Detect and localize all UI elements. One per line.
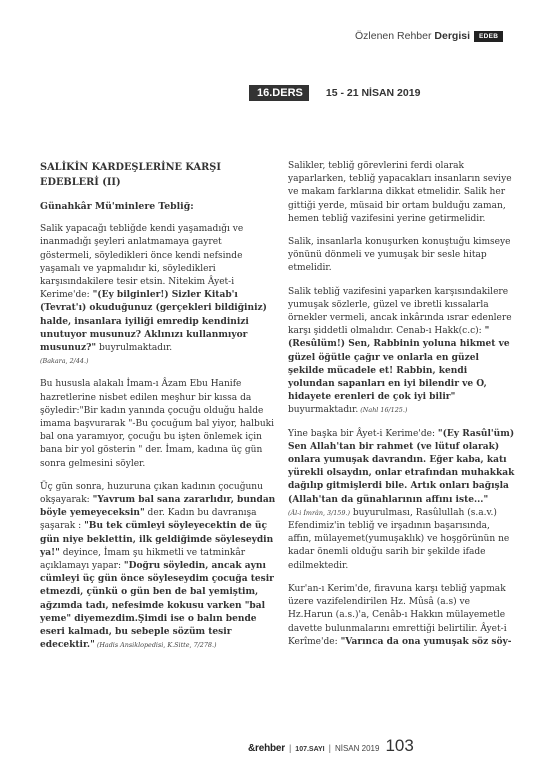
magazine-logo: &rehber bbox=[248, 743, 285, 754]
lesson-banner bbox=[249, 85, 420, 101]
divider: | bbox=[328, 743, 331, 753]
citation: (Nahl 16/125.) bbox=[358, 406, 408, 415]
page-number: 103 bbox=[385, 736, 414, 755]
lesson-number: 16.DERS bbox=[249, 85, 309, 101]
journal-header bbox=[355, 30, 503, 42]
citation: (Bakara, 2/44.) bbox=[40, 357, 89, 366]
paragraph: Salik, insanlarla konuşurken konuştuğu kimseye yönünü dönmeli ve yumuşak bir sesle hitap etmelidir. bbox=[288, 237, 511, 274]
paragraph: Salikler, tebliğ görevlerini ferdi olarak yaparlarken, tebliğ yapacakları insanların seviye ve makam farklarına dikkat etmelidir. Salik her gittiği yerde, müsaid bir ortam bulduğu zaman, hemen tebliğ vazifesini yerine getirmelidir. bbox=[288, 161, 512, 224]
article-title: SALİKİN KARDEŞLERİNE KARŞI EDEBLERİ (II) bbox=[40, 162, 221, 188]
page-footer bbox=[248, 736, 414, 756]
right-column bbox=[288, 160, 516, 659]
paragraph: Salik yapacağı tebliğde kendi yaşamadığı ve inanmadığı şeyleri anlatmamaya gayret göstermeli, söyledikleri önce kendi nefsinde yaşamalı ve yapmalıdır ki, söyledikleri karşısındakilere tesir etsin. Nitekim Âyet-i Kerime'de: "(Ey bilginler!) Sizler Kitab'ı (Tevrat'ı) okuduğunuz (gerçekleri bildiğiniz) halde, insanlara iyiliği emredip kendinizi unutuyor musunuz? Aklınızı kullanmıyor musunuz?" buyrulmaktadır. (Bakara, 2/44.) bbox=[40, 224, 267, 366]
paragraph: Salik tebliğ vazifesini yaparken karşısındakilere yumuşak sözlerle, güzel ve ibretli kıssalarla örnekler vermeli, ancak inkârında ısrar edenlere karşı şiddetli olmalıdır. Cenab-ı Hakk(c.c): "(Resûlüm!) Sen, Rabbinin yoluna hikmet ve güzel öğütle çağır ve onlarla en güzel şekilde mücadele et! Rabbin, kendi yolundan sapanları en iyi bilendir ve O, hidayete erenleri de çok iyi bilir" buyurmaktadır. (Nahl 16/125.) bbox=[288, 286, 512, 416]
paragraph: Yine başka bir Âyet-i Kerime'de: "(Ey Rasûl'üm) Sen Allah'tan bir rahmet (ve lütuf olarak) onlara yumuşak davrandın. Eğer kaba, katı yürekli olsaydın, onlar etrafından muhakkak dağılıp gitmişlerdi bile. Artık onları bağışla (Allah'tan da günahlarının affını iste..." (Âl-i İmrân, 3/159.) buyurulması, Rasûlullah (s.a.v.) Efendimiz'in tebliğ ve irşadının başarısında, affın, mülayemet(yumuşaklık) ve hoşgörünün ne kadar önemli olduğu sarih bir şekilde ifade edilmektedir. bbox=[288, 428, 515, 571]
issue-month: NİSAN 2019 bbox=[334, 744, 380, 753]
lesson-date: 15 - 21 NİSAN 2019 bbox=[325, 87, 421, 99]
section-tag: EDEB bbox=[474, 31, 503, 42]
left-column bbox=[40, 160, 276, 663]
journal-brand: Özlenen Rehber Dergisi bbox=[355, 30, 470, 42]
divider: | bbox=[288, 743, 292, 753]
issue-number: 107.SAYI bbox=[295, 746, 325, 753]
paragraph: Bu hususla alakalı İmam-ı Âzam Ebu Hanife hazretlerine nisbet edilen meşhur bir kıssa da şöyledir:"Bir kadın yanında çocuğu olduğu halde imama başvurarak "-Bu çocuğum bal yiyor, halbuki bal ona yaramıyor, çocuğu bu işten önlemek için bana bir yol gösterin " der. İmam, kadına üç gün sonra gelmesini söyler. bbox=[40, 379, 275, 469]
section-subtitle: Günahkâr Mü'minlere Tebliğ: bbox=[40, 201, 194, 212]
citation: (Hadis Ansiklopedisi, K.Sitte, 7/278.) bbox=[94, 641, 217, 650]
citation: (Âl-i İmrân, 3/159.) bbox=[288, 508, 350, 517]
paragraph: Kur'an-ı Kerim'de, firavuna karşı tebliğ yapmak üzere vazifelendirilen Hz. Mûsâ (a.s) ve Hz.Harun (a.s.)'a, Cenâb-ı Hakkın mülayemetle davette bulunmalarını emrettiği belirtilir. Âyet-i Kerîme'de: "Varınca da ona yumuşak söz söy- bbox=[288, 583, 512, 647]
paragraph: Üç gün sonra, huzuruna çıkan kadının çocuğunu okşayarak: "Yavrum bal sana zararlıdır, bundan böyle yemeyeceksin" der. Kadın bu davranışa şaşarak : "Bu tek cümleyi söyleyecektin de üç gün niye beklettin, ilk geldiğimde söyleseydin ya!" deyince, İmam şu hikmetli ve tatminkâr açıklamayı yapar: "Doğru söyledin, ancak aynı cümleyi üç gün önce söyleseydim çocuğa tesir etmezdi, çünkü o gün ben de bal yemiştim, ağzımda tadı, nefesimde kokusu varken "bal yeme" diyemezdim.Şimdi ise o balın bende eseri kalmadı, bu sebeple sözüm tesir edecektir." (Hadis Ansiklopedisi, K.Sitte, 7/278.) bbox=[40, 481, 276, 651]
